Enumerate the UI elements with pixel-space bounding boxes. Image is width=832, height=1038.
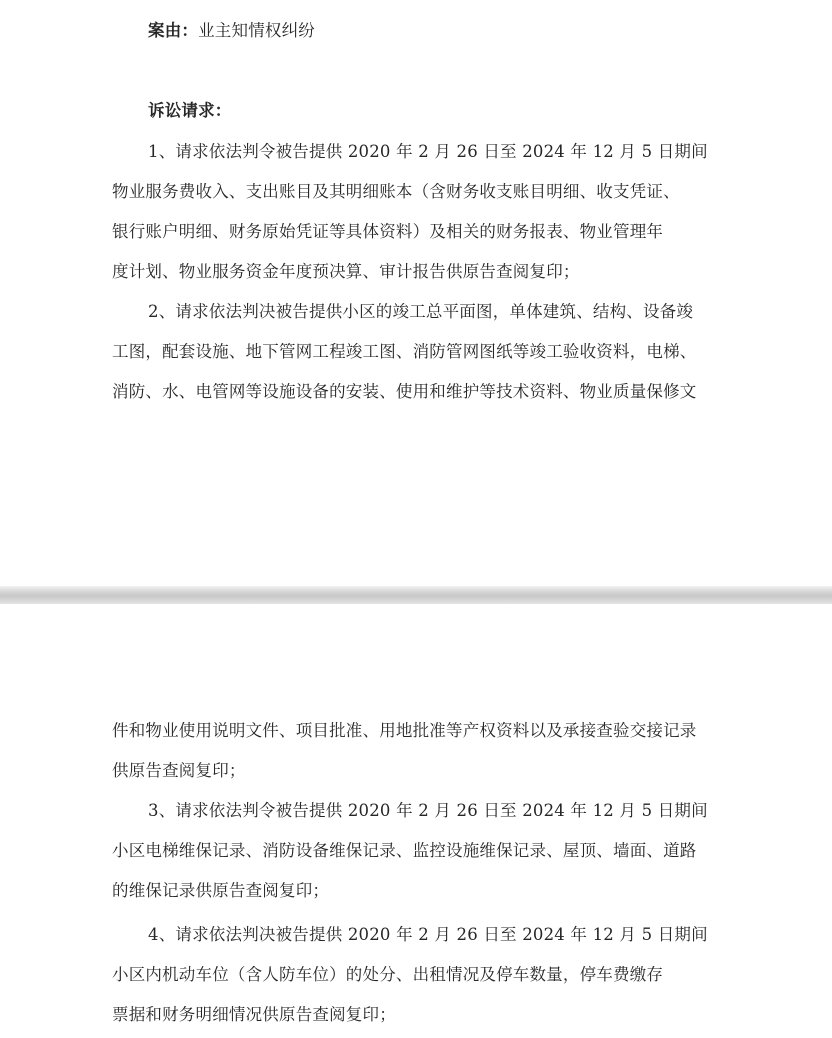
claim-2-line-4: 件和物业使用说明文件、项目批准、用地批准等产权资料以及承接查验交接记录 — [112, 721, 697, 740]
claim-3-line-3: 的维保记录供原告查阅复印； — [112, 881, 330, 900]
document-page-2 — [0, 604, 832, 1038]
case-cause-value: 业主知情权纠纷 — [198, 21, 316, 40]
case-cause — [148, 20, 315, 42]
claim-2-line-5: 供原告查阅复印； — [112, 761, 246, 780]
claim-3-line-1: 3、请求依法判令被告提供 2020 年 2 月 26 日至 2024 年 12 月 5 日期间 — [148, 801, 708, 820]
claim-2-line-2: 工图，配套设施、地下管网工程竣工图、消防管网图纸等竣工验收资料，电梯、 — [112, 342, 697, 361]
claim-4-line-2: 小区内机动车位（含人防车位）的处分、出租情况及停车数量，停车费缴存 — [112, 965, 664, 984]
page-separator — [0, 586, 832, 604]
case-cause-label: 案由： — [148, 21, 199, 40]
claim-1-line-2: 物业服务费收入、支出账目及其明细账本（含财务收支账目明细、收支凭证、 — [112, 182, 680, 201]
claim-1-line-4: 度计划、物业服务资金年度预决算、审计报告供原告查阅复印； — [112, 262, 580, 281]
claim-4-line-3: 票据和财务明细情况供原告查阅复印； — [112, 1005, 396, 1024]
claim-2-line-3: 消防、水、电管网等设施设备的安装、使用和维护等技术资料、物业质量保修文 — [112, 382, 697, 401]
claim-1-line-3: 银行账户明细、财务原始凭证等具体资料）及相关的财务报表、物业管理年 — [112, 222, 664, 241]
claim-1-line-1: 1、请求依法判令被告提供 2020 年 2 月 26 日至 2024 年 12 月 5 日期间 — [148, 142, 708, 161]
claims-heading: 诉讼请求： — [148, 101, 232, 120]
claim-4-line-1: 4、请求依法判决被告提供 2020 年 2 月 26 日至 2024 年 12 月 5 日期间 — [148, 925, 708, 944]
claim-2-line-1: 2、请求依法判决被告提供小区的竣工总平面图，单体建筑、结构、设备竣 — [148, 302, 694, 321]
claim-3-line-2: 小区电梯维保记录、消防设备维保记录、监控设施维保记录、屋顶、墙面、道路 — [112, 841, 697, 860]
